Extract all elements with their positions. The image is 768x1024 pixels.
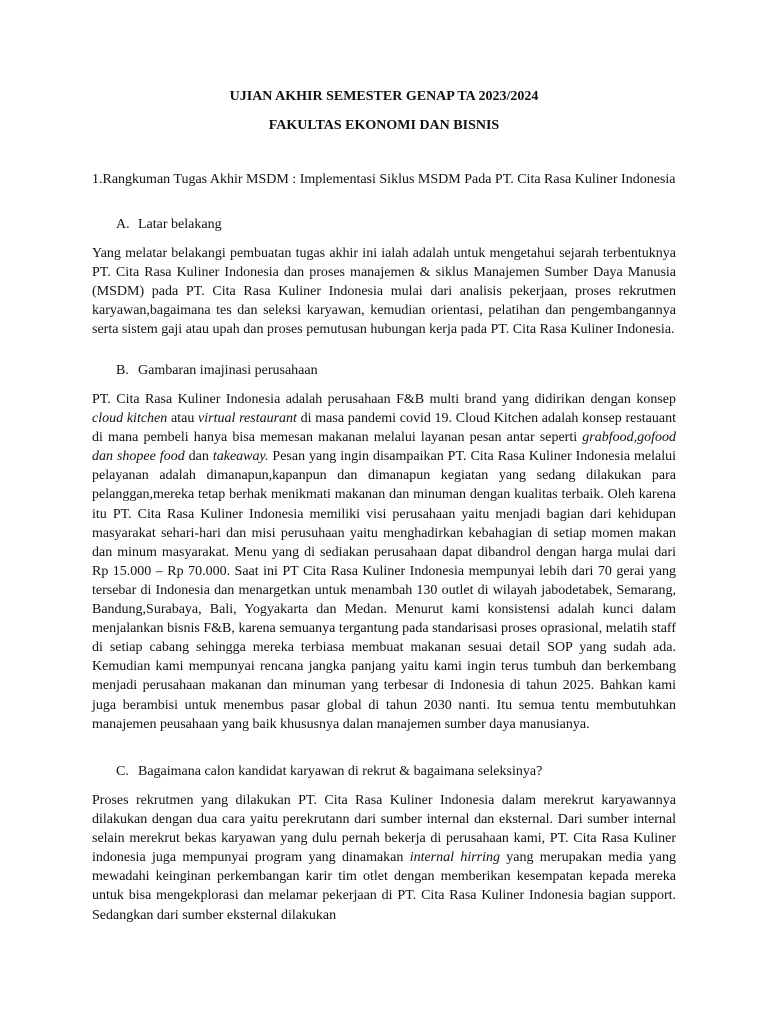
section-a-marker: A. [116, 217, 130, 232]
section-c-title: Bagaimana calon kandidat karyawan di rekrut & bagaimana seleksinya? [138, 764, 543, 779]
question-heading: 1.Rangkuman Tugas Akhir MSDM : Implementasi Siklus MSDM Pada PT. Cita Rasa Kuliner Indonesia [92, 172, 676, 187]
section-b-text-1: PT. Cita Rasa Kuliner Indonesia adalah perusahaan F&B multi brand yang didirikan dengan konsep [92, 392, 676, 407]
section-b-text-2: atau [167, 411, 199, 427]
section-c-text-2: yang merupakan media yang mewadahi keinginan perkembangan karir tim otlet dengan memberikan kesempatan kepada mereka untuk bisa mengekplorasi dan melamar pekerjaan di PT. Cita Rasa Kuliner Indonesia bagian support. Sedangkan dari sumber eksternal dilakukan [92, 850, 677, 923]
section-b-heading [116, 362, 318, 380]
section-b-italic-2: virtual restaurant [198, 411, 297, 427]
section-a-heading [116, 216, 222, 234]
section-c-body [92, 791, 676, 925]
section-b-text-3: di masa pandemi covid 19. Cloud Kitchen adalah konsep restauant di mana pembeli hanya bisa memesan makanan melalui layanan pesan antar seperti [92, 411, 676, 446]
section-c-heading [116, 763, 542, 781]
section-b-body [92, 390, 676, 734]
section-b-marker: B. [116, 363, 129, 378]
exam-title: UJIAN AKHIR SEMESTER GENAP TA 2023/2024 [229, 89, 539, 104]
section-b-text-4: dan [184, 449, 213, 465]
section-a-body: Yang melatar belakangi pembuatan tugas akhir ini ialah adalah untuk mengetahui sejarah terbentuknya PT. Cita Rasa Kuliner Indonesia dan proses manajemen & siklus Manajemen Sumber Daya Manusia (MSDM) pada PT. Cita Rasa Kuliner Indonesia mulai dari analisis pekerjaan, proses rekrutmen karyawan,bagaimana tes dan seleksi karyawan, kemudian orientasi, pelatihan dan pengembangannya serta sistem gaji atau upah dan proses pemutusan hubungan kerja pada PT. Cita Rasa Kuliner Indonesia. [92, 246, 676, 338]
section-c-marker: C. [116, 764, 129, 779]
section-b-title: Gambaran imajinasi perusahaan [138, 363, 318, 378]
section-b-italic-3: grabfood,gofood dan shopee food [92, 430, 676, 465]
section-b-italic-1: cloud kitchen [92, 411, 168, 427]
section-b-text-5: Pesan yang ingin disampaikan PT. Cita Rasa Kuliner Indonesia melalui pelayanan adalah dimanapun,kapanpun dan dimanapun kegiatan yang sedang dilakukan para pelanggan,mereka tetap berhak menikmati makanan dan minuman dengan kualitas terbaik. Oleh karena itu PT. Cita Rasa Kuliner Indonesia memiliki visi perusahaan yaitu menjadi bagian dari kehidupan masyarakat sehari-hari dan misi perusuhaan yaitu menghadirkan kebahagian di setiap momen makan dan minum masyarakat. Menu yang di sediakan perusahaan dapat dibandrol dengan harga mulai dari Rp 15.000 – Rp 70.000. Saat ini PT Cita Rasa Kuliner Indonesia mempunyai lebih dari 70 gerai yang tersebar di Indonesia dan menargetkan untuk menambah 130 outlet di wilayah jabodetabek, Semarang, Bandung,Surabaya, Bali, Yogyakarta dan Medan. Menurut kami konsistensi adalah kunci dalam menjalankan bisnis F&B, karena semuanya tergantung pada standarisasi proses oprasional, melatih staff di setiap cabang sehingga mereka terbiasa membuat makanan sesuai detail SOP yang sudah ada. Kemudian kami mempunyai rencana jangka panjang yaitu kami ingin terus tumbuh dan berkembang menjadi perusahaan makanan dan minuman yang terbesar di Indonesia di tahun 2025. Bahkan kami juga berambisi untuk menembus pasar global di tahun 2030 nanti. Itu semua tentu membutuhkan manajemen peusahaan yang baik khususnya dalan manajemen sumber daya manusianya. [92, 449, 677, 732]
section-a-title: Latar belakang [138, 217, 222, 232]
section-c-text-1: Proses rekrutmen yang dilakukan PT. Cita Rasa Kuliner Indonesia dalam merekrut karyawannya dilakukan dengan dua cara yaitu perekrutann dari sumber internal dan eksternal. Dari sumber internal selain merekrut bekas karyawan yang dulu pernah bekerja di perusahaan kami, PT. Cita Rasa Kuliner indonesia juga mempunyai program yang dinamakan [92, 793, 676, 866]
faculty-title: FAKULTAS EKONOMI DAN BISNIS [268, 118, 500, 133]
section-b-italic-4: takeaway. [212, 449, 269, 465]
section-c-italic-1: internal hirring [409, 850, 500, 866]
